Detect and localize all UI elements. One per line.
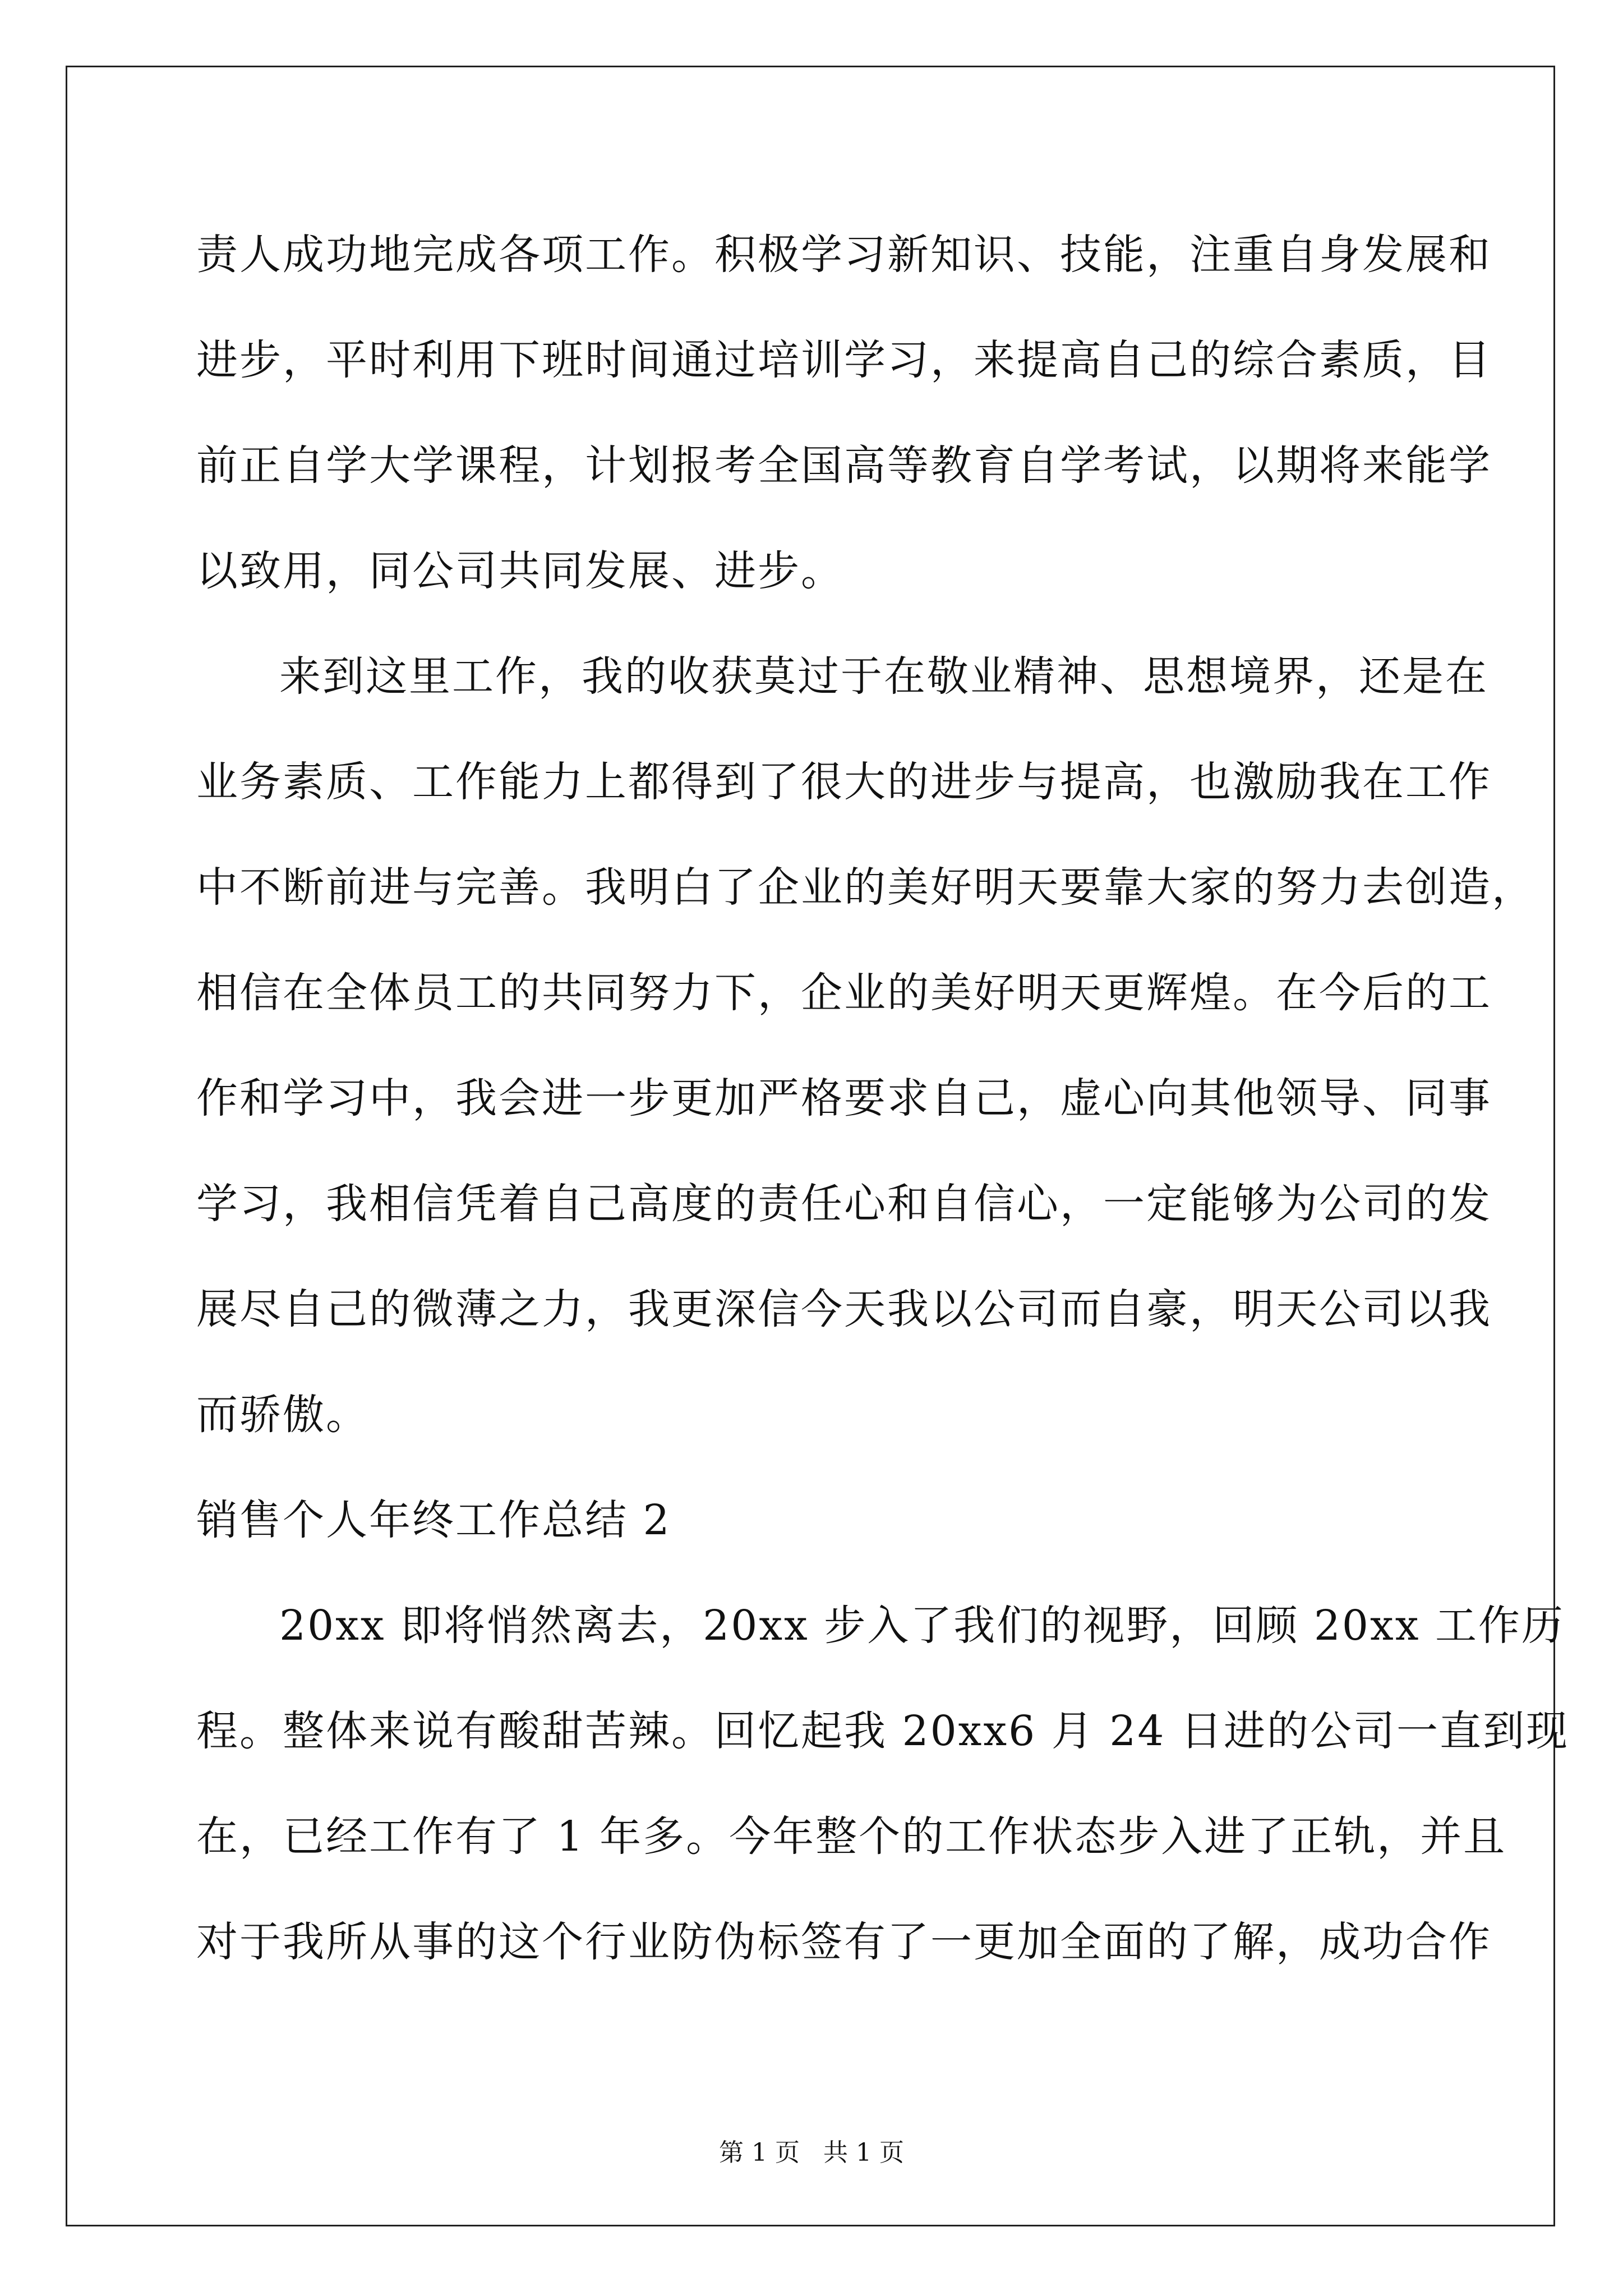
text-line-10: 学习，我相信凭着自己高度的责任心和自信心，一定能够为公司的发 (196, 1180, 1492, 1228)
document-body (196, 202, 1569, 1995)
text-line-8: 相信在全体员工的共同努力下，企业的美好明天更辉煌。在今后的工 (196, 969, 1492, 1017)
page-footer (0, 2136, 1623, 2170)
text-line-12: 而骄傲。 (196, 1391, 369, 1439)
text-line-7: 中不断前进与完善。我明白了企业的美好明天要靠大家的努力去创造， (196, 863, 1535, 912)
page-number: 第 1 页 (719, 2138, 800, 2167)
text-line-3: 前正自学大学课程，计划报考全国高等教育自学考试，以期将来能学 (196, 441, 1492, 490)
paragraph-start-line-5: 来到这里工作，我的收获莫过于在敬业精神、思想境界，还是在 (279, 652, 1488, 701)
text-line-2: 进步，平时利用下班时间通过培训学习，来提高自己的综合素质，目 (196, 336, 1492, 384)
text-line-17: 对于我所从事的这个行业防伪标签有了一更加全面的了解，成功合作 (196, 1918, 1492, 1966)
paragraph-start-line-14: 20xx 即将悄然离去，20xx 步入了我们的视野，回顾 20xx 工作历 (279, 1602, 1565, 1650)
page-total: 共 1 页 (823, 2138, 904, 2167)
text-line-6: 业务素质、工作能力上都得到了很大的进步与提高，也激励我在工作 (196, 758, 1492, 806)
text-line-11: 展尽自己的微薄之力，我更深信今天我以公司而自豪，明天公司以我 (196, 1285, 1492, 1333)
text-line-15: 程。整体来说有酸甜苦辣。回忆起我 20xx6 月 24 日进的公司一直到现 (196, 1707, 1569, 1755)
section-heading: 销售个人年终工作总结 2 (196, 1496, 671, 1544)
text-line-1: 责人成功地完成各项工作。积极学习新知识、技能，注重自身发展和 (196, 231, 1492, 279)
text-line-4: 以致用，同公司共同发展、进步。 (196, 547, 844, 595)
text-line-16: 在，已经工作有了 1 年多。今年整个的工作状态步入进了正轨，并且 (196, 1812, 1507, 1861)
text-line-9: 作和学习中，我会进一步更加严格要求自己，虚心向其他领导、同事 (196, 1074, 1492, 1122)
